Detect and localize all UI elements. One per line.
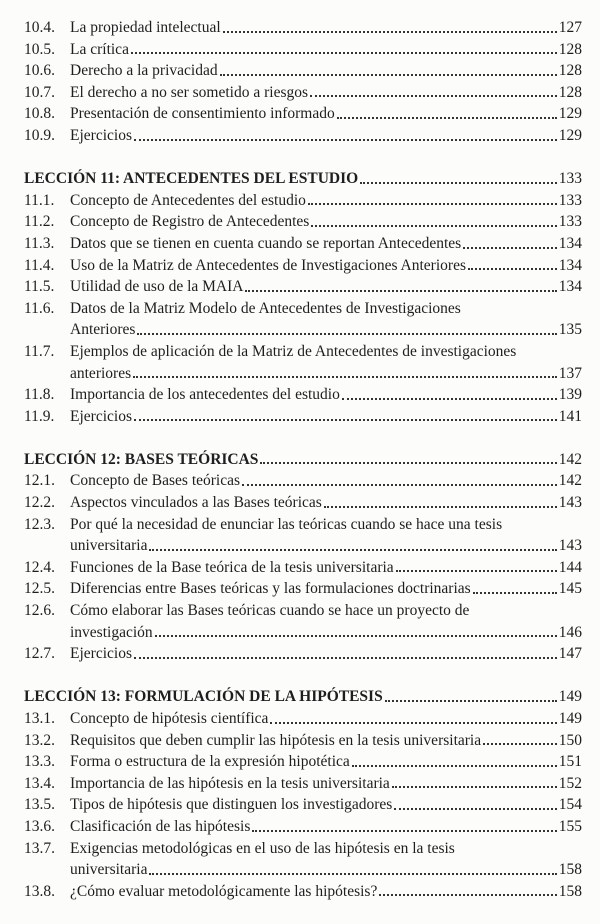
toc-entry: [24, 103, 582, 125]
entry-title: Uso de la Matriz de Antecedentes de Investigaciones Anteriores: [70, 256, 466, 274]
entry-title: Requisitos que deben cumplir las hipótesis en la tesis universitaria: [70, 731, 482, 749]
entry-number: 13.7.: [24, 839, 55, 857]
entry-number: 10.7.: [24, 83, 55, 101]
page-number: 142: [558, 472, 582, 490]
entry-number: 13.4.: [24, 774, 55, 792]
toc-entry: [24, 751, 582, 773]
page-number: 144: [558, 558, 582, 576]
entry-title: ¿Cómo evaluar metodológicamente las hipótesis?: [70, 882, 378, 900]
lesson-title: LECCIÓN 13: FORMULACIÓN DE LA HIPÓTESIS: [24, 688, 383, 706]
entry-title: Tipos de hipótesis que distinguen los investigadores: [70, 796, 393, 814]
dot-leader: [223, 31, 557, 33]
entry-number: 11.5.: [24, 278, 55, 296]
page-number: 127: [558, 19, 582, 36]
entry-title: Ejercicios: [70, 126, 132, 144]
toc-entry-continuation: [24, 319, 582, 341]
dot-leader: [149, 549, 556, 551]
toc-section: [24, 17, 582, 147]
toc-entry: [24, 17, 582, 39]
entry-title: Importancia de los antecedentes del estudio: [70, 386, 340, 404]
page-number: 143: [558, 537, 582, 555]
toc-entry-continuation: [24, 859, 582, 881]
dot-leader: [342, 398, 557, 400]
dot-leader: [134, 657, 557, 659]
page-number: 128: [558, 40, 582, 58]
page-number: 135: [558, 321, 582, 339]
entry-title: Derecho a la privacidad: [70, 62, 218, 80]
page-number: 147: [558, 645, 582, 663]
entry-title-continuation: Anteriores: [70, 321, 136, 339]
entry-title: Concepto de Antecedentes del estudio: [70, 191, 306, 209]
page-number: 134: [558, 278, 582, 296]
dot-leader: [308, 203, 557, 205]
page-number: 146: [558, 623, 582, 641]
page-number: 154: [558, 796, 582, 814]
dot-leader: [385, 700, 557, 702]
entry-title: La crítica: [70, 40, 129, 58]
page-number: 139: [558, 386, 582, 404]
dot-leader: [149, 873, 556, 875]
entry-number: 12.3.: [24, 515, 55, 533]
dot-leader: [379, 894, 556, 896]
toc-entry-continuation: [24, 622, 582, 644]
entry-number: 10.5.: [24, 40, 55, 58]
page-number: 137: [558, 364, 582, 382]
entry-title: Aspectos vinculados a las Bases teóricas: [70, 494, 322, 512]
page-number: 145: [558, 580, 582, 598]
entry-title: Forma o estructura de la expresión hipotética: [70, 753, 350, 771]
entry-title: Datos que se tienen en cuenta cuando se reportan Antecedentes: [70, 234, 462, 252]
toc-entry-continuation: [24, 535, 582, 557]
toc-entry: [24, 39, 582, 61]
entry-number: 13.2.: [24, 731, 55, 749]
entry-title-continuation: anteriores: [70, 364, 132, 382]
entry-title: Utilidad de uso de la MAIA: [70, 278, 244, 296]
toc-entry: [24, 190, 582, 212]
toc-entry: [24, 708, 582, 730]
entry-title: El derecho a no ser sometido a riesgos: [70, 83, 309, 101]
entry-number: 13.5.: [24, 796, 55, 814]
entry-number: 11.6.: [24, 299, 55, 317]
entry-number: 13.8.: [24, 882, 55, 900]
page-number: 149: [558, 710, 582, 727]
toc-entry: [24, 838, 582, 860]
page-number: 155: [558, 817, 582, 835]
entry-number: 10.9.: [24, 126, 55, 144]
toc-entry: [24, 298, 582, 320]
entry-number: 11.9.: [24, 407, 55, 425]
toc-entry: [24, 578, 582, 600]
entry-number: 10.4.: [24, 19, 55, 36]
toc-entry: [24, 125, 582, 147]
toc-entry: [24, 384, 582, 406]
dot-leader: [483, 743, 557, 745]
entry-title: Por qué la necesidad de enunciar las teóricas cuando se hace una tesis: [70, 515, 503, 533]
lesson-title: LECCIÓN 12: BASES TEÓRICAS: [24, 450, 259, 468]
entry-number: 11.4.: [24, 256, 55, 274]
entry-title: La propiedad intelectual: [70, 19, 221, 36]
page-number: 128: [558, 62, 582, 80]
dot-leader: [396, 570, 557, 572]
dot-leader: [360, 182, 557, 184]
toc-entry: [24, 255, 582, 277]
entry-number: 11.7.: [24, 342, 55, 360]
toc-section: [24, 168, 582, 427]
entry-title: Importancia de las hipótesis en la tesis universitaria: [70, 774, 390, 792]
entry-title-continuation: investigación: [70, 623, 153, 641]
toc-entry: [24, 276, 582, 298]
entry-number: 12.4.: [24, 558, 55, 576]
toc-entry: [24, 557, 582, 579]
page-number: 149: [558, 688, 582, 706]
toc-entry: [24, 514, 582, 536]
lesson-heading: [24, 449, 582, 471]
page-number: 128: [558, 83, 582, 101]
dot-leader: [352, 765, 557, 767]
dot-leader: [392, 786, 557, 788]
page-number: 158: [558, 861, 582, 879]
entry-number: 10.8.: [24, 105, 55, 123]
page-number: 134: [558, 234, 582, 252]
entry-number: 13.6.: [24, 817, 55, 835]
page-number: 151: [558, 753, 582, 771]
dot-leader: [311, 225, 556, 227]
dot-leader: [131, 52, 557, 54]
toc-entry-continuation: [24, 363, 582, 385]
entry-title: Clasificación de las hipótesis: [70, 817, 251, 835]
entry-title: Concepto de hipótesis científica: [70, 710, 269, 727]
dot-leader: [134, 139, 557, 141]
entry-number: 12.7.: [24, 645, 55, 663]
dot-leader: [260, 462, 556, 464]
page-number: 150: [558, 731, 582, 749]
toc-entry: [24, 600, 582, 622]
dot-leader: [473, 592, 557, 594]
dot-leader: [134, 419, 557, 421]
dot-leader: [133, 376, 557, 378]
page-number: 133: [558, 191, 582, 209]
toc-entry: [24, 406, 582, 428]
entry-title-continuation: universitaria: [70, 537, 148, 555]
entry-number: 12.5.: [24, 580, 55, 598]
dot-leader: [252, 830, 556, 832]
entry-number: 12.1.: [24, 472, 55, 490]
dot-leader: [155, 635, 557, 637]
toc-entry: [24, 60, 582, 82]
dot-leader: [337, 117, 557, 119]
lesson-title: LECCIÓN 11: ANTECEDENTES DEL ESTUDIO: [24, 170, 359, 188]
entry-title: Concepto de Bases teóricas: [70, 472, 241, 490]
entry-title: Concepto de Registro de Antecedentes: [70, 213, 310, 231]
dot-leader: [242, 484, 557, 486]
dot-leader: [310, 95, 557, 97]
dot-leader: [245, 290, 556, 292]
toc-entry: [24, 470, 582, 492]
toc-entry: [24, 773, 582, 795]
dot-leader: [394, 808, 556, 810]
entry-number: 11.2.: [24, 213, 55, 231]
entry-number: 13.3.: [24, 753, 55, 771]
page-number: 134: [558, 256, 582, 274]
entry-number: 11.8.: [24, 386, 55, 404]
dot-leader: [463, 247, 557, 249]
toc-entry: [24, 82, 582, 104]
toc-entry: [24, 643, 582, 665]
page-number: 141: [558, 407, 582, 425]
entry-title: Ejercicios: [70, 407, 132, 425]
dot-leader: [270, 722, 556, 724]
page-number: 152: [558, 774, 582, 792]
entry-number: 12.6.: [24, 602, 55, 620]
lesson-heading: [24, 168, 582, 190]
entry-title: Funciones de la Base teórica de la tesis universitaria: [70, 558, 394, 576]
dot-leader: [220, 74, 557, 76]
entry-title: Ejemplos de aplicación de la Matriz de Antecedentes de investigaciones: [70, 342, 517, 360]
page-number: 133: [558, 170, 582, 188]
toc-entry: [24, 492, 582, 514]
entry-title: Exigencias metodológicas en el uso de las hipótesis en la tesis: [70, 839, 455, 857]
toc-entry: [24, 233, 582, 255]
page-number: 158: [558, 882, 582, 900]
dot-leader: [137, 333, 556, 335]
dot-leader: [324, 506, 557, 508]
toc-section: [24, 449, 582, 665]
toc-entry: [24, 816, 582, 838]
entry-number: 11.1.: [24, 191, 55, 209]
page-number: 133: [558, 213, 582, 231]
toc-entry: [24, 211, 582, 233]
toc-entry: [24, 341, 582, 363]
page-number: 129: [558, 105, 582, 123]
page-number: 129: [558, 126, 582, 144]
entry-number: 13.1.: [24, 710, 55, 727]
entry-title: Presentación de consentimiento informado: [70, 105, 335, 123]
entry-number: 10.6.: [24, 62, 55, 80]
entry-title: Datos de la Matriz Modelo de Antecedentes de Investigaciones: [70, 299, 461, 317]
page-number: 143: [558, 494, 582, 512]
toc-entry: [24, 794, 582, 816]
entry-title: Ejercicios: [70, 645, 132, 663]
lesson-heading: [24, 686, 582, 708]
entry-number: 12.2.: [24, 494, 55, 512]
entry-title-continuation: universitaria: [70, 861, 148, 879]
dot-leader: [468, 268, 557, 270]
toc-section: [24, 686, 582, 902]
toc-entry: [24, 730, 582, 752]
entry-title: Cómo elaborar las Bases teóricas cuando se hace un proyecto de: [70, 602, 470, 620]
entry-title: Diferencias entre Bases teóricas y las formulaciones doctrinarias: [70, 580, 471, 598]
entry-number: 11.3.: [24, 234, 55, 252]
toc-entry: [24, 881, 582, 903]
page-number: 142: [558, 450, 582, 468]
